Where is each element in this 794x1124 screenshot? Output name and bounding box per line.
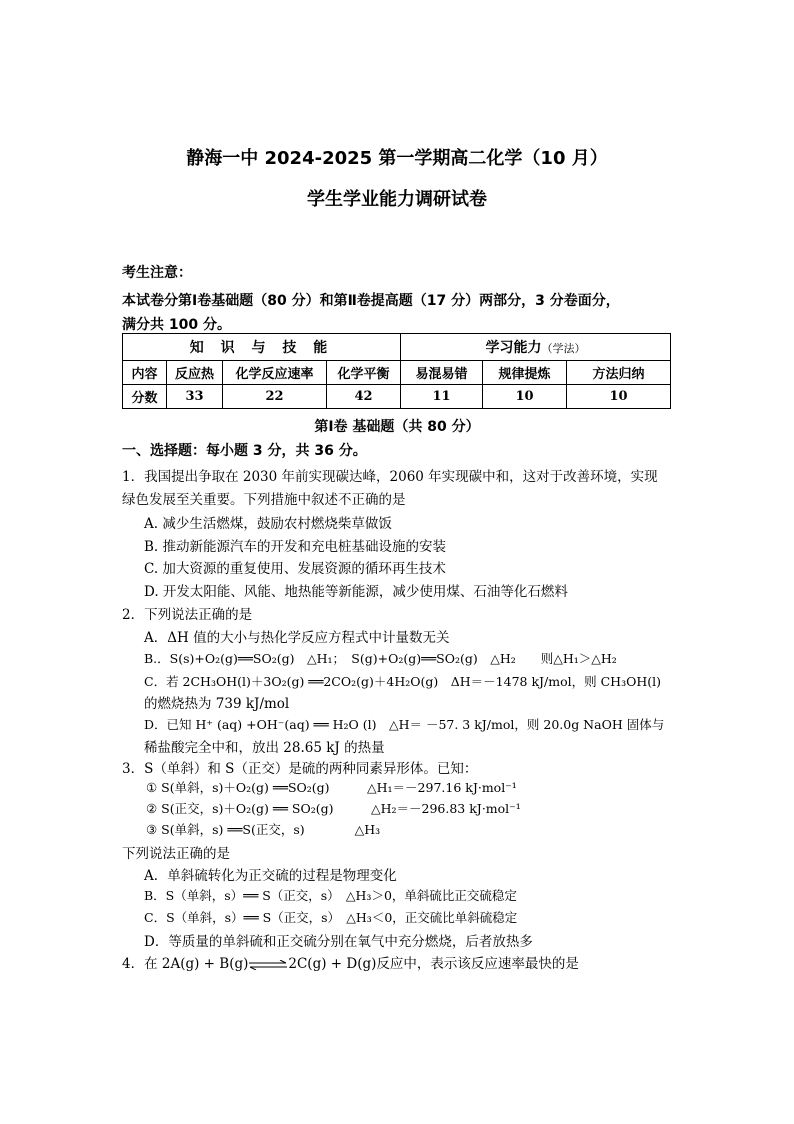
group-header-ability: 学习能力（学法）: [401, 334, 671, 361]
q1-option-b: B. 推动新能源汽车的开发和充电桩基础设施的安装: [144, 539, 447, 555]
q1-option-c: C. 加大资源的重复使用、发展资源的循环再生技术: [144, 561, 446, 577]
score-cell: 22: [223, 385, 327, 409]
exam-title-line1: 静海一中 2024-2025 第一学期高二化学（10 月）: [186, 148, 608, 169]
q1-stem-line1: 1．我国提出争取在 2030 年前实现碳达峰，2060 年实现碳中和，这对于改善环境，实现: [122, 469, 658, 485]
column-header: 化学反应速率: [223, 361, 327, 385]
q3-option-a: A．单斜硫转化为正交硫的过程是物理变化: [144, 868, 397, 884]
notice-line2: 满分共 100 分。: [122, 317, 231, 333]
q1-option-a: A. 减少生活燃煤，鼓励农村燃烧柴草做饭: [144, 516, 392, 532]
score-cell: 10: [567, 385, 671, 409]
column-header: 规律提炼: [483, 361, 567, 385]
q3-option-c: C．S（单斜，s）══ S（正交，s） △H₃＜0，正交硫比单斜硫稳定: [144, 910, 518, 925]
q3-equation-1: ① S(单斜，s)＋O₂(g) ══SO₂(g) △H₁＝－297.16 kJ·mol⁻¹: [146, 780, 517, 795]
reversible-arrow-icon: [248, 960, 288, 970]
group-header-skills: 知 识 与 技 能: [123, 334, 401, 361]
q2-option-b: B.．S(s)+O₂(g)══SO₂(g) △H₁； S(g)+O₂(g)══SO₂(g) △H₂ 则△H₁＞△H₂: [144, 651, 617, 666]
exam-title-line2: 学生学业能力调研试卷: [307, 189, 487, 210]
q1-stem-line2: 绿色发展至关重要。下列措施中叙述不正确的是: [122, 492, 406, 508]
q1-option-d: D. 开发太阳能、风能、地热能等新能源，减少使用煤、石油等化石燃料: [144, 584, 568, 600]
q2-option-a: A．ΔH 值的大小与热化学反应方程式中计量数无关: [144, 630, 450, 646]
column-header: 易混易错: [401, 361, 483, 385]
q2-stem: 2．下列说法正确的是: [122, 607, 253, 623]
q3-option-b: B．S（单斜，s）══ S（正交，s） △H₃＞0，单斜硫比正交硫稳定: [144, 888, 517, 903]
score-cell: 33: [167, 385, 223, 409]
q3-equation-3: ③ S(单斜，s) ══S(正交，s) △H₃: [146, 822, 381, 837]
score-cell: 11: [401, 385, 483, 409]
q2-option-c-line2: 的燃烧热为 739 kJ/mol: [144, 696, 290, 712]
q2-option-d-line2: 稀盐酸完全中和，放出 28.65 kJ 的热量: [144, 740, 385, 756]
part-heading: 一、选择题：每小题 3 分，共 36 分。: [122, 443, 367, 459]
q3-stem: 3．S（单斜）和 S（正交）是硫的两种同素异形体。已知：: [122, 761, 478, 777]
score-cell: 42: [327, 385, 401, 409]
score-table: [122, 333, 671, 409]
notice-heading: 考生注意：: [122, 265, 192, 281]
q4-stem: 4．在 2A(g) + B(g) 2C(g) + D(g)反应中，表示该反应速率最快的是: [122, 956, 579, 972]
q2-option-c-line1: C．若 2CH₃OH(l)＋3O₂(g) ══2CO₂(g)＋4H₂O(g) ΔH＝－1478 kJ/mol，则 CH₃OH(l): [144, 674, 661, 689]
row-label-content: 内容: [123, 361, 167, 385]
score-cell: 10: [483, 385, 567, 409]
section-title: 第Ⅰ卷 基础题（共 80 分）: [314, 419, 480, 435]
notice-line1: 本试卷分第Ⅰ卷基础题（80 分）和第Ⅱ卷提高题（17 分）两部分，3 分卷面分，: [122, 293, 620, 309]
row-label-score: 分数: [123, 385, 167, 409]
q2-option-d-line1: D．已知 H⁺ (aq) +OH⁻(aq) ══ H₂O (l) △H＝ －57. 3 kJ/mol，则 20.0g NaOH 固体与: [144, 717, 665, 732]
q3-prompt: 下列说法正确的是: [122, 846, 230, 862]
q3-equation-2: ② S(正交，s)＋O₂(g) ══ SO₂(g) △H₂＝－296.83 kJ·mol⁻¹: [146, 801, 521, 816]
q3-option-d: D．等质量的单斜硫和正交硫分别在氧气中充分燃烧，后者放热多: [144, 934, 533, 950]
column-header: 反应热: [167, 361, 223, 385]
column-header: 化学平衡: [327, 361, 401, 385]
column-header: 方法归纳: [567, 361, 671, 385]
